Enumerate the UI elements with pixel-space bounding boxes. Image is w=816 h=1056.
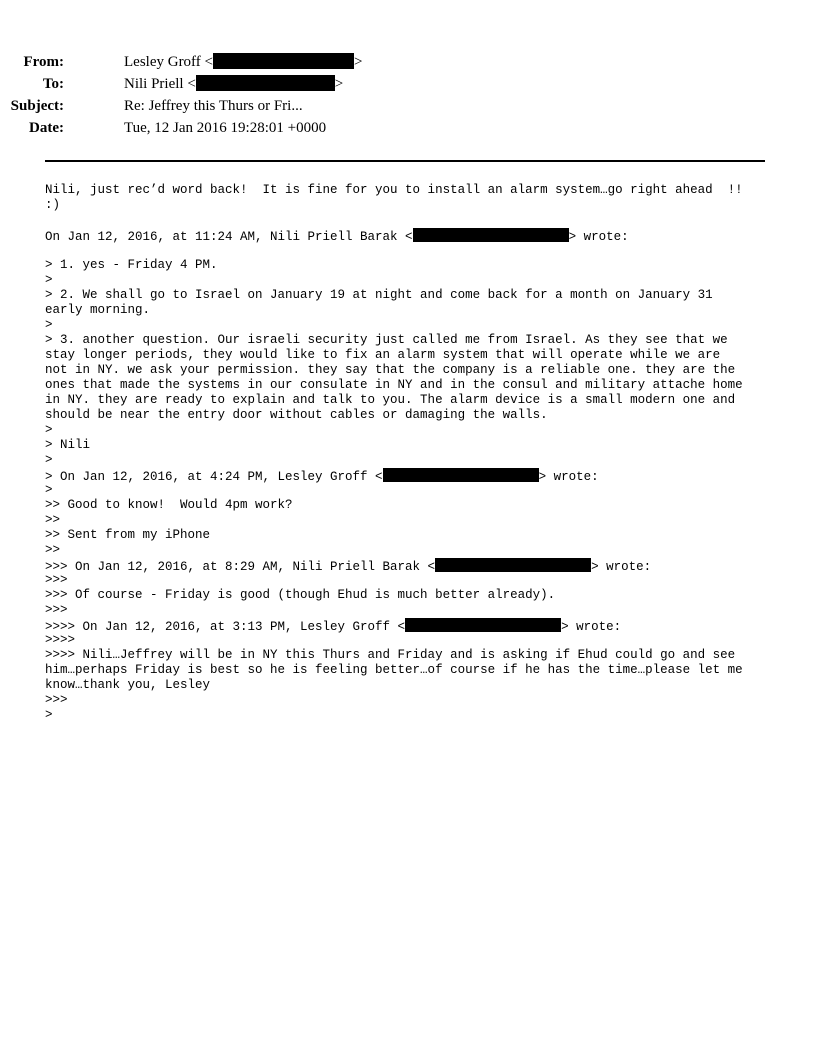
redaction-bar (413, 228, 569, 242)
quote-attribution (45, 558, 775, 573)
attribution-tail: > wrote: (591, 560, 652, 574)
to-bracket: > (334, 76, 344, 92)
from-label: From: (23, 54, 64, 70)
to-name: Nili Priell < (124, 76, 196, 92)
body-line: > (45, 273, 53, 287)
body-line: > (45, 423, 53, 437)
date-row (0, 117, 760, 139)
body-line: >> (45, 543, 61, 557)
header-divider (45, 160, 765, 162)
body-line: > Nili (45, 438, 91, 452)
quote-attribution (45, 228, 775, 243)
attribution-tail: > wrote: (568, 230, 629, 244)
body-line: >>> (45, 573, 68, 587)
attribution-text: >>>> On Jan 12, 2016, at 3:13 PM, Lesley Groff < (45, 620, 406, 634)
from-bracket: > (354, 54, 363, 70)
body-line: in NY. they are ready to explain and talk to you. The alarm device is a small modern one and (45, 393, 736, 407)
to-row (0, 73, 760, 95)
body-line: ones that made the systems in our consulate in NY and in the consul and military attache home (45, 378, 743, 392)
body-line: >>>> Nili…Jeffrey will be in NY this Thurs and Friday and is asking if Ehud could go and see (45, 648, 736, 662)
body-line: should be near the entry door without cables or damaging the walls. (45, 408, 548, 422)
email-body (45, 183, 775, 723)
body-line: :) (45, 198, 61, 212)
body-line: know…thank you, Lesley (45, 678, 211, 692)
body-line: Nili, just rec’d word back! It is fine for you to install an alarm system…go right ahead !! (45, 183, 743, 197)
subject-value: Re: Jeffrey this Thurs or Fri... (124, 98, 303, 114)
from-name: Lesley Groff < (124, 54, 213, 70)
body-line: >> Sent from my iPhone (45, 528, 211, 542)
date-value: Tue, 12 Jan 2016 19:28:01 +0000 (124, 120, 327, 136)
attribution-text: On Jan 12, 2016, at 11:24 AM, Nili Priell Barak < (45, 230, 413, 244)
to-label: To: (42, 76, 64, 92)
body-line: not in NY. we ask your permission. they say that the company is a reliable one. they are the (45, 363, 736, 377)
redaction-bar (213, 53, 354, 69)
body-line: early morning. (45, 303, 151, 317)
redaction-bar (196, 75, 335, 91)
to-value (124, 73, 343, 95)
body-line: > 3. another question. Our israeli security just called me from Israel. As they see that we (45, 333, 728, 347)
attribution-tail: > wrote: (538, 470, 599, 484)
attribution-tail: > wrote: (561, 620, 622, 634)
redaction-bar (405, 618, 561, 632)
date-label: Date: (29, 120, 64, 136)
body-line: >>> (45, 603, 68, 617)
quote-attribution (45, 468, 775, 483)
body-line (45, 243, 775, 258)
body-line: >>> (45, 693, 68, 707)
body-line (45, 213, 775, 228)
body-line: > (45, 453, 53, 467)
body-line: >> Good to know! Would 4pm work? (45, 498, 293, 512)
body-line: > (45, 318, 53, 332)
from-row (0, 51, 760, 73)
from-value (124, 51, 362, 73)
body-line: >>> Of course - Friday is good (though Ehud is much better already). (45, 588, 556, 602)
body-line: > 1. yes - Friday 4 PM. (45, 258, 218, 272)
body-line: > 2. We shall go to Israel on January 19 at night and come back for a month on January 31 (45, 288, 713, 302)
body-line: >>>> (45, 633, 76, 647)
body-line: > (45, 483, 53, 497)
quote-attribution (45, 618, 775, 633)
attribution-text: > On Jan 12, 2016, at 4:24 PM, Lesley Groff < (45, 470, 383, 484)
body-line: > (45, 708, 53, 722)
body-line: stay longer periods, they would like to fix an alarm system that will operate while we are (45, 348, 721, 362)
body-line: >> (45, 513, 61, 527)
attribution-text: >>> On Jan 12, 2016, at 8:29 AM, Nili Priell Barak < (45, 560, 436, 574)
redaction-bar (435, 558, 591, 572)
redaction-bar (383, 468, 539, 482)
subject-label: Subject: (10, 98, 64, 114)
subject-row (0, 95, 760, 117)
body-line: him…perhaps Friday is best so he is feeling better…of course if he has the time…please let me (45, 663, 743, 677)
